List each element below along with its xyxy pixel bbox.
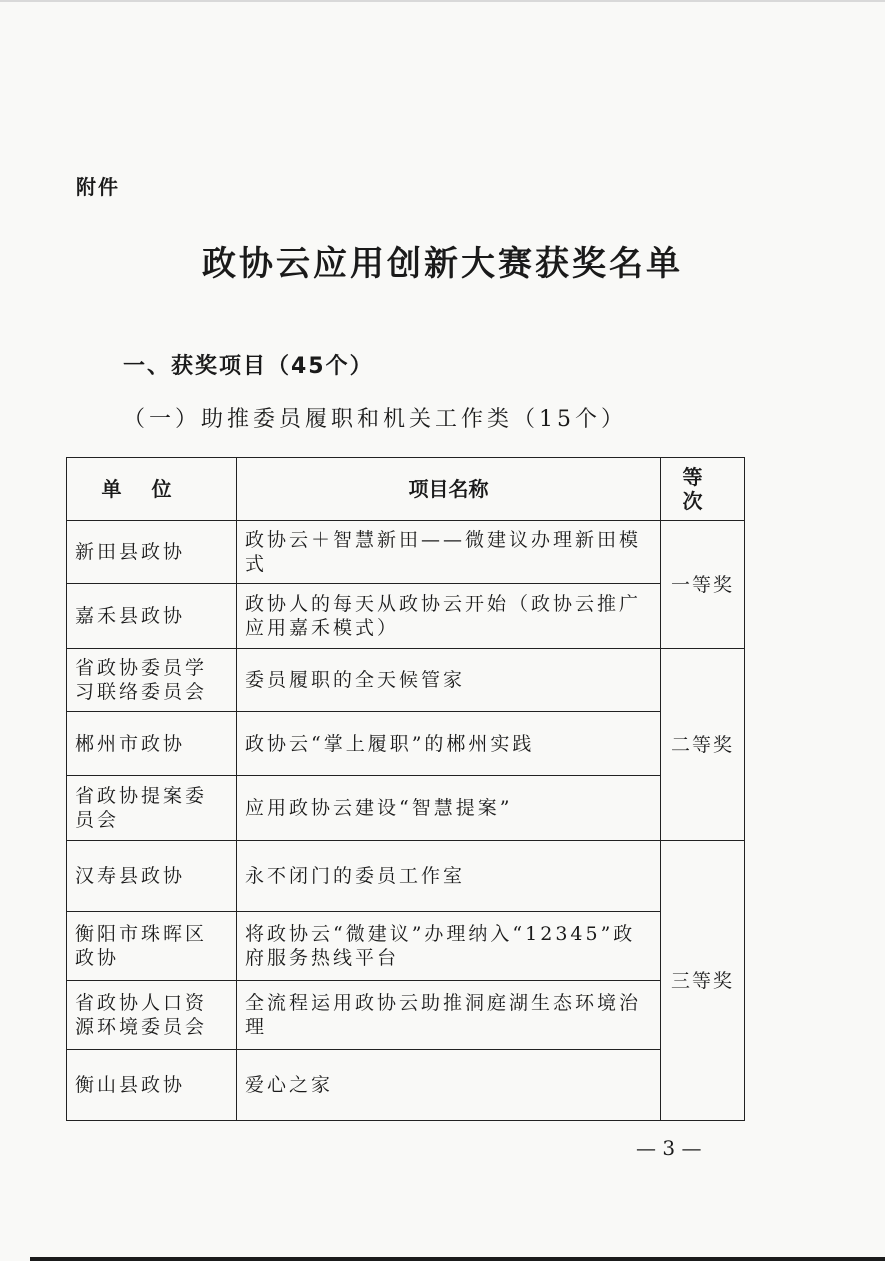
unit-cell: 省政协人口资源环境委员会	[67, 981, 237, 1050]
table-row	[67, 649, 745, 712]
document-title: 政协云应用创新大赛获奖名单	[202, 244, 683, 284]
unit-cell: 汉寿县政协	[67, 841, 237, 912]
table-row	[67, 841, 745, 912]
unit-cell: 衡山县政协	[67, 1050, 237, 1121]
project-cell: 委员履职的全天候管家	[237, 649, 661, 712]
project-cell: 应用政协云建设“智慧提案”	[237, 776, 661, 841]
attachment-label: 附件	[76, 175, 120, 199]
project-cell: 全流程运用政协云助推洞庭湖生态环境治理	[237, 981, 661, 1050]
project-cell: 爱心之家	[237, 1050, 661, 1121]
header-level: 等次	[661, 458, 745, 521]
unit-cell: 郴州市政协	[67, 712, 237, 776]
header-project: 项目名称	[237, 458, 661, 521]
project-cell: 将政协云“微建议”办理纳入“12345”政府服务热线平台	[237, 912, 661, 981]
scan-top-edge	[0, 0, 885, 2]
table-row	[67, 584, 745, 649]
table-row	[67, 981, 745, 1050]
table-row	[67, 776, 745, 841]
header-unit: 单位	[67, 458, 237, 521]
awards-table	[66, 457, 745, 1121]
unit-cell: 嘉禾县政协	[67, 584, 237, 649]
unit-cell: 省政协提案委员会	[67, 776, 237, 841]
unit-cell: 省政协委员学习联络委员会	[67, 649, 237, 712]
table-row	[67, 521, 745, 584]
table-header-row	[67, 458, 745, 521]
page-number: — 3 —	[636, 1136, 702, 1160]
unit-cell: 新田县政协	[67, 521, 237, 584]
scan-bottom-edge-gap	[0, 1257, 30, 1261]
project-cell: 政协人的每天从政协云开始（政协云推广应用嘉禾模式）	[237, 584, 661, 649]
project-cell: 政协云“掌上履职”的郴州实践	[237, 712, 661, 776]
unit-cell: 衡阳市珠晖区政协	[67, 912, 237, 981]
level-cell-second-prize: 二等奖	[661, 649, 745, 841]
level-cell-third-prize: 三等奖	[661, 841, 745, 1121]
level-cell-first-prize: 一等奖	[661, 521, 745, 649]
section-heading: 一、获奖项目（45个）	[123, 354, 374, 379]
table-row	[67, 912, 745, 981]
subsection-heading: （一）助推委员履职和机关工作类（15个）	[123, 407, 627, 432]
project-cell: 政协云＋智慧新田——微建议办理新田模式	[237, 521, 661, 584]
project-cell: 永不闭门的委员工作室	[237, 841, 661, 912]
scan-bottom-edge	[0, 1257, 885, 1261]
table-row	[67, 712, 745, 776]
table-row	[67, 1050, 745, 1121]
